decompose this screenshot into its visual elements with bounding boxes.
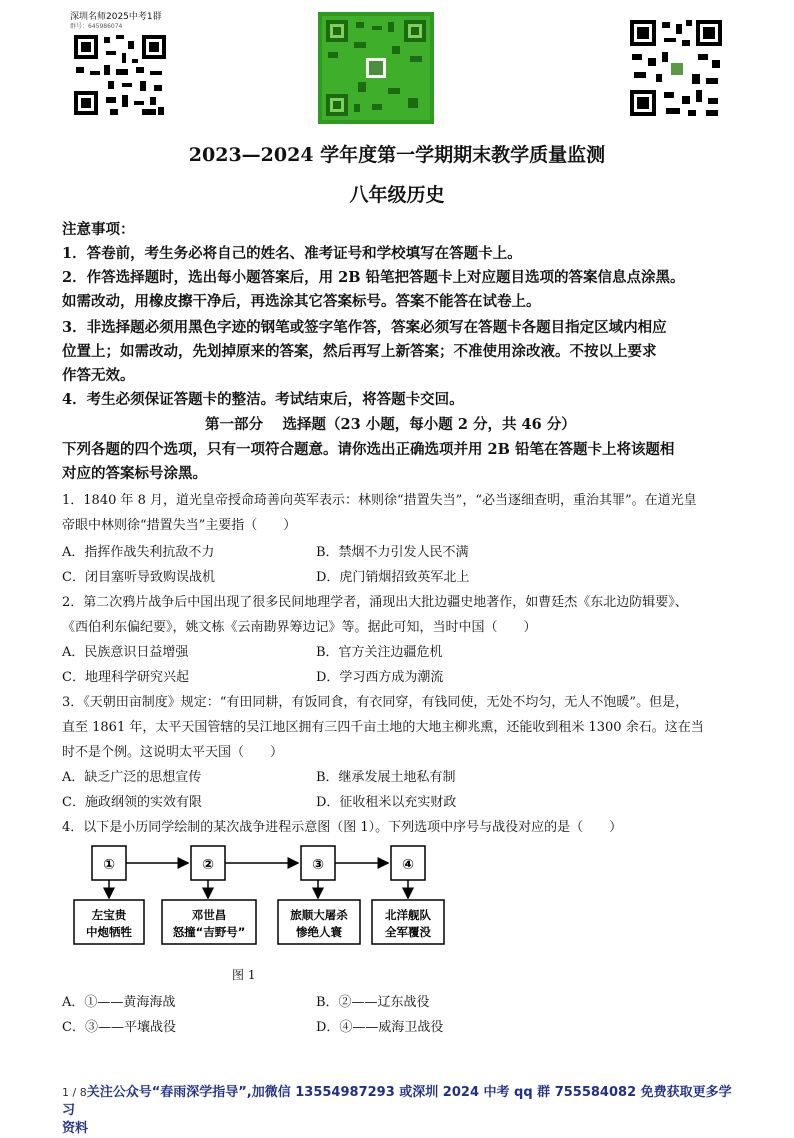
step-number: ③	[312, 857, 324, 873]
step-text: 怒撞“吉野号”	[172, 925, 246, 939]
question-2-option-d: D．学习西方成为潮流	[316, 670, 444, 685]
question-4-text: 4．以下是小历同学绘制的某次战争进程示意图（图 1）。下列选项中序号与战役对应的是（ ）	[62, 820, 623, 835]
qr-code-icon	[626, 16, 726, 120]
notice-line: 位置上；如需改动，先划掉原来的答案，然后再写上新答案；不准使用涂改液。不按以上要求	[62, 343, 657, 360]
step-text: 邓世昌	[191, 908, 227, 922]
step-number: ④	[402, 857, 414, 873]
question-3-option-a: A．缺乏广泛的思想宣传	[62, 770, 202, 785]
page-footer	[62, 1084, 742, 1138]
notice-line: 2．作答选择题时，选出每小题答案后，用 2B 铅笔把答题卡上对应题目选项的答案信息点涂黑。	[62, 269, 685, 286]
qr-code-left	[70, 12, 176, 124]
qr-code-green-icon	[318, 12, 434, 124]
section-instruction: 对应的答案标号涂黑。	[62, 465, 207, 482]
question-1-option-a: A．指挥作战失利抗敌不力	[62, 545, 215, 560]
qr-code-middle	[318, 12, 434, 124]
question-3-text: 时不是个例。这说明太平天国（ ）	[62, 745, 284, 760]
question-3-text: 3．《天朝田亩制度》规定：“有田同耕，有饭同食，有衣同穿，有钱同使，无处不均匀，无人不饱暖”。但是，	[62, 695, 689, 710]
question-2-option-c: C．地理科学研究兴起	[62, 670, 189, 685]
question-4-option-c: C．③——平壤战役	[62, 1020, 176, 1035]
notice-line: 1．答卷前，考生务必将自己的姓名、准考证号和学校填写在答题卡上。	[62, 245, 522, 262]
step-text: 左宝贵	[91, 908, 127, 922]
question-2-option-b: B．官方关注边疆危机	[316, 645, 443, 660]
question-1-text: 1．1840 年 8 月，道光皇帝授命琦善向英军表示：林则徐“措置失当”，“必当逐细查明，重治其罪”。在道光皇	[62, 493, 697, 508]
step-text: 中炮牺牲	[86, 925, 132, 939]
step-text: 全军覆没	[385, 925, 431, 939]
step-number: ①	[103, 857, 115, 873]
figure-caption: 图 1	[232, 968, 256, 982]
notice-line: 如需改动，用橡皮擦干净后，再选涂其它答案标号。答案不能答在试卷上。	[62, 293, 541, 310]
question-3-option-b: B．继承发展土地私有制	[316, 770, 456, 785]
question-2-text: 2．第二次鸦片战争后中国出现了很多民间地理学者，涌现出大批边疆史地著作，如曹廷杰《东北边防辑要》、	[62, 595, 688, 610]
notice-heading: 注意事项：	[62, 221, 135, 238]
notice-line: 3．非选择题必须用黑色字迹的钢笔或签字笔作答，答案必须写在答题卡各题目指定区域内相应	[62, 319, 667, 336]
question-4-option-d: D．④——威海卫战役	[316, 1020, 444, 1035]
question-3-option-c: C．施政纲领的实效有限	[62, 795, 202, 810]
question-1-option-c: C．闭目塞听导致购误战机	[62, 570, 215, 585]
question-3-option-d: D．征收租米以充实财政	[316, 795, 457, 810]
notice-line: 作答无效。	[62, 367, 135, 384]
step-text: 北洋舰队	[385, 908, 431, 922]
question-1-option-d: D．虎门销烟招致英军北上	[316, 570, 470, 585]
qr-caption: 深圳名师2025中考1群	[70, 12, 162, 22]
qr-subcaption: 群号：645986074	[70, 23, 123, 30]
qr-code-right	[626, 16, 726, 120]
page-title: 2023—2024 学年度第一学期期末教学质量监测	[188, 144, 606, 166]
question-1-option-b: B．禁烟不力引发人民不满	[316, 545, 469, 560]
question-2-option-a: A．民族意识日益增强	[62, 645, 189, 660]
question-2-text: 《西伯利东偏纪要》，姚文栋《云南勘界筹边记》等。据此可知，当时中国（ ）	[62, 620, 537, 635]
step-4	[372, 846, 444, 944]
step-text: 旅顺大屠杀	[290, 908, 348, 922]
step-text: 惨绝人寰	[296, 925, 342, 939]
page-number: 1 / 8	[62, 1086, 87, 1099]
notice-line: 4．考生必须保证答题卡的整洁。考试结束后，将答题卡交回。	[62, 391, 464, 408]
step-number: ②	[202, 857, 214, 873]
step-3	[278, 846, 360, 944]
step-2	[162, 846, 256, 944]
question-3-text: 直至 1861 年，太平天国管辖的吴江地区拥有三四千亩土地的大地主柳兆熏，还能收到租米 1300 余石。这在当	[62, 720, 704, 735]
footer-promo-text: 资料	[62, 1121, 89, 1136]
question-4-option-b: B．②——辽东战役	[316, 995, 430, 1010]
step-1	[74, 846, 144, 944]
qr-code-icon	[70, 31, 170, 119]
question-1-text: 帝眼中林则徐“措置失当”主要指（ ）	[62, 518, 297, 533]
page-subtitle: 八年级历史	[349, 184, 445, 206]
war-progress-diagram	[70, 840, 450, 990]
section-title: 第一部分 选择题（23 小题，每小题 2 分，共 46 分）	[205, 416, 576, 433]
question-4-option-a: A．①——黄海海战	[62, 995, 176, 1010]
section-instruction: 下列各题的四个选项，只有一项符合题意。请你选出正确选项并用 2B 铅笔在答题卡上将该题相	[62, 441, 675, 458]
footer-promo-text: 关注公众号“春雨深学指导”,加微信 13554987293 或深圳 2024 中考 qq 群 755584082 免费获取更多学习	[62, 1085, 732, 1118]
